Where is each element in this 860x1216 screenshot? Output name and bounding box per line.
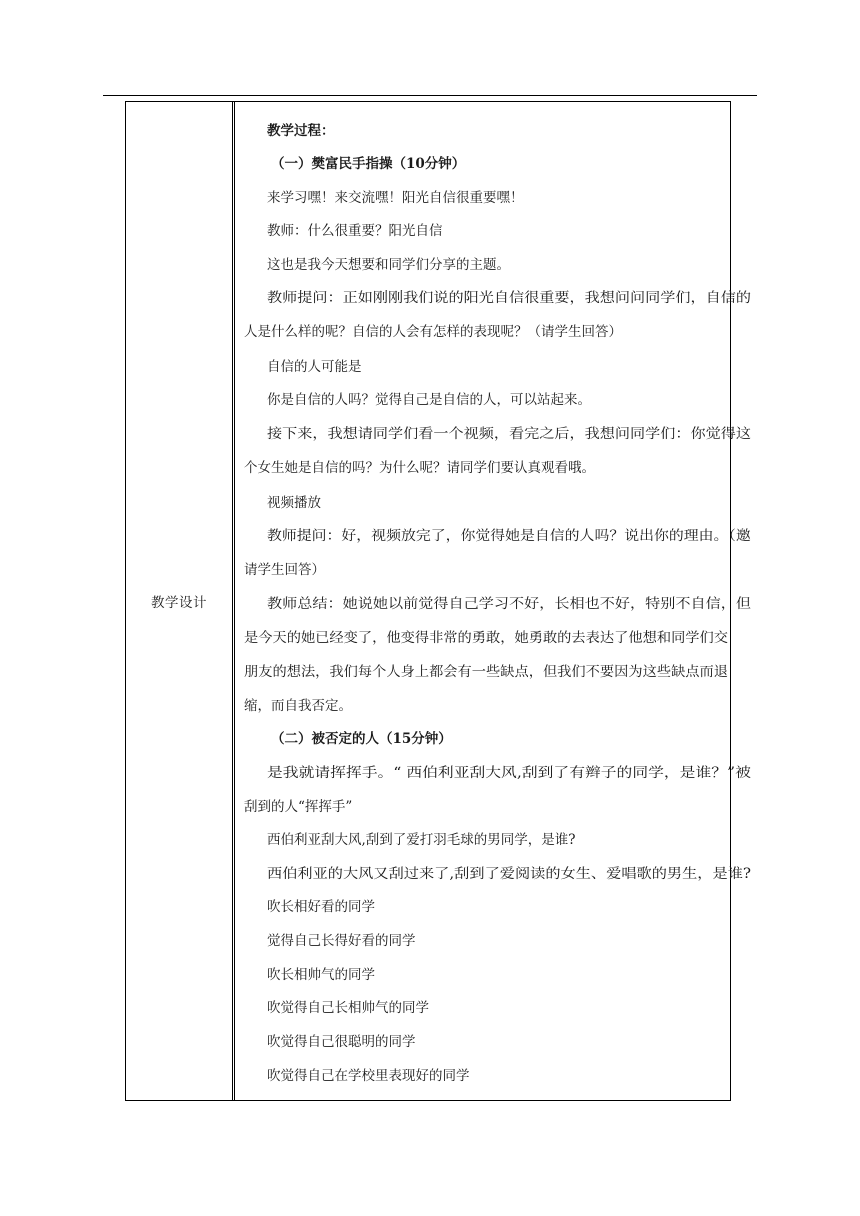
- content-line: （二）被否定的人（15分钟）: [271, 731, 452, 747]
- content-line: 教学过程：: [267, 123, 335, 139]
- content-line: 教师提问：正如刚刚我们说的阳光自信很重要，我想问问同学们，自信的: [267, 290, 752, 306]
- content-line: 吹长相帅气的同学: [267, 967, 375, 983]
- content-line: 吹觉得自己很聪明的同学: [267, 1034, 416, 1050]
- content-line: 人是什么样的呢？自信的人会有怎样的表现呢？（请学生回答）: [244, 324, 622, 340]
- content-line: 视频播放: [267, 495, 321, 511]
- content-line: 这也是我今天想要和同学们分享的主题。: [267, 257, 510, 273]
- content-line: （一）樊富民手指操（10分钟）: [271, 156, 466, 172]
- content-line: 请学生回答）: [244, 562, 325, 578]
- content-line: 个女生她是自信的吗？为什么呢？请同学们要认真观看哦。: [244, 460, 595, 476]
- column-divider: [232, 102, 235, 1100]
- content-cell: [236, 102, 752, 1100]
- content-line: 吹长相好看的同学: [267, 899, 375, 915]
- content-line: 吹觉得自己长相帅气的同学: [267, 1000, 429, 1016]
- content-line: 来学习嘿！来交流嘿！阳光自信很重要嘿！: [267, 190, 524, 206]
- content-line: 教师：什么很重要？阳光自信: [267, 223, 443, 239]
- content-line: 缩，而自我否定。: [244, 698, 352, 714]
- content-line: 觉得自己长得好看的同学: [267, 933, 416, 949]
- content-line: 教师提问：好，视频放完了，你觉得她是自信的人吗？说出你的理由。（邀: [267, 528, 751, 544]
- header-rule: [103, 95, 757, 96]
- content-line: 接下来，我想请同学们看一个视频，看完之后，我想问同学们：你觉得这: [267, 426, 752, 442]
- content-line: 吹觉得自己在学校里表现好的同学: [267, 1068, 470, 1084]
- row-label: 教学设计: [151, 595, 207, 611]
- content-line: 是我就请挥挥手。“ 西伯利亚刮大风,刮到了有辫子的同学，是谁？”被: [267, 765, 751, 781]
- content-line: 你是自信的人吗？觉得自己是自信的人，可以站起来。: [267, 392, 591, 408]
- content-line: 西伯利亚刮大风,刮到了爱打羽毛球的男同学，是谁?: [267, 832, 576, 848]
- lesson-table: [125, 101, 752, 1101]
- content-line: 西伯利亚的大风又刮过来了,刮到了爱阅读的女生、爱唱歌的男生，是谁?: [267, 866, 752, 882]
- content-line: 是今天的她已经变了，他变得非常的勇敢，她勇敢的去表达了他想和同学们交: [244, 630, 729, 646]
- content-line: 刮到的人“挥挥手”: [244, 799, 353, 815]
- content-line: 教师总结：她说她以前觉得自己学习不好，长相也不好，特别不自信，但: [267, 596, 752, 612]
- content-line: 自信的人可能是: [267, 359, 362, 375]
- content-line: 朋友的想法，我们每个人身上都会有一些缺点，但我们不要因为这些缺点而退: [244, 664, 729, 680]
- label-cell: [126, 102, 232, 1100]
